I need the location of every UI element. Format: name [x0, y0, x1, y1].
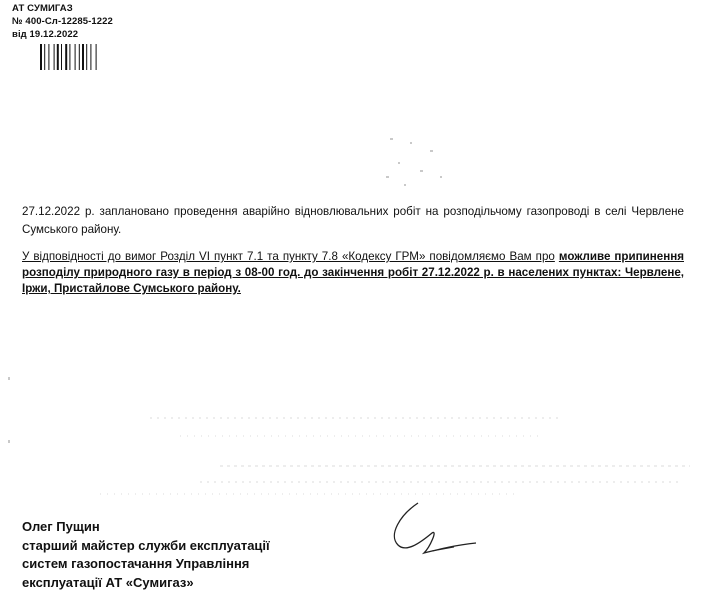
handwritten-signature	[380, 495, 490, 565]
signatory-name: Олег Пущин	[22, 519, 100, 534]
signatory-position-line1: старший майстер служби експлуатації	[22, 537, 270, 553]
paragraph-supply-interruption	[22, 249, 684, 297]
paragraph-works-notice: 27.12.2022 р. заплановано проведення аварійно відновлювальних робіт на розподільчому газопроводі в селі Червлене Сумського району.	[22, 205, 684, 236]
registration-number: № 400-Сл-12285-1222	[12, 16, 113, 27]
paragraph-intro: У відповідності до вимог Розділ VI пункт 7.1 та пункту 7.8 «Кодексу ГРМ» повідомляємо Вам про	[22, 250, 555, 263]
signatory-position-line3: експлуатації АТ «Сумигаз»	[22, 574, 194, 590]
signature-block	[22, 518, 270, 592]
barcode	[40, 44, 110, 70]
paragraph-interruption-details: можливе припинення розподілу природного газу в період з 08-00 год. до закінчення робіт 27.12.2022 р. в населених пунктах: Червлене, Іржи, Пристайлове Сумського району.	[22, 250, 684, 295]
signatory-position-line2: систем газопостачання Управління	[22, 556, 250, 571]
document-header	[12, 2, 113, 41]
registration-date: від 19.12.2022	[12, 29, 79, 40]
org-name: АТ СУМИГАЗ	[12, 3, 73, 14]
